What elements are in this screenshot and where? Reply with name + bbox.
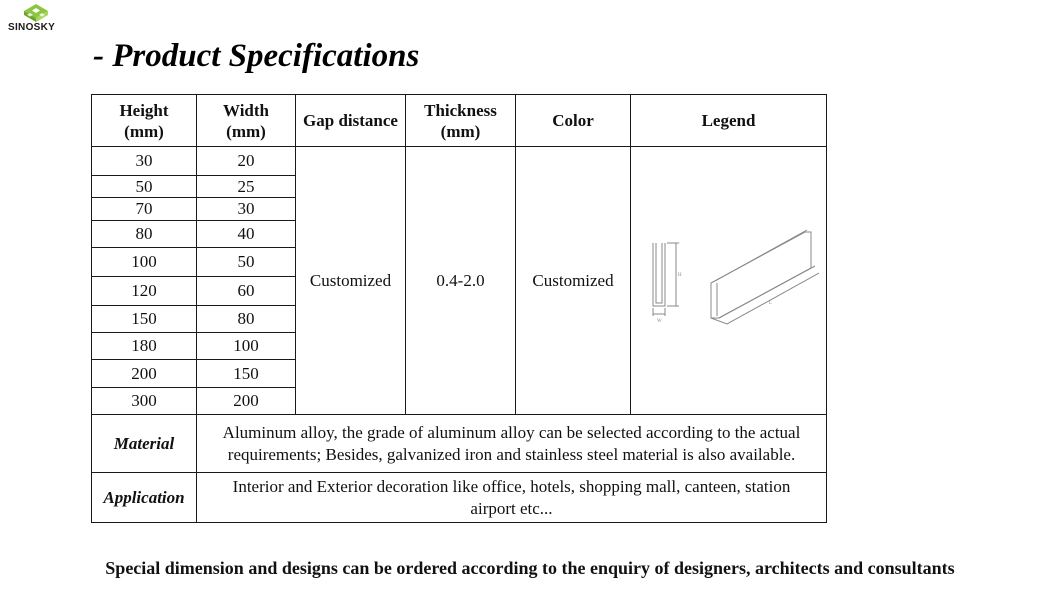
header-gap-distance: Gap distance [296, 95, 406, 147]
height-cell: 100 [92, 248, 197, 277]
height-cell: 30 [92, 147, 197, 176]
spec-table [91, 94, 827, 523]
application-row [92, 473, 827, 523]
height-cell: 120 [92, 277, 197, 306]
header-width: Width (mm) [197, 95, 296, 147]
height-cell: 80 [92, 221, 197, 248]
width-cell: 80 [197, 306, 296, 333]
header-row [92, 95, 827, 147]
width-cell: 25 [197, 176, 296, 198]
width-cell: 150 [197, 360, 296, 388]
height-cell: 180 [92, 333, 197, 360]
material-row [92, 415, 827, 473]
header-color: Color [516, 95, 631, 147]
page-title: - Product Specifications [93, 38, 420, 74]
thickness-cell: 0.4-2.0 [406, 147, 516, 415]
width-cell: 60 [197, 277, 296, 306]
table-row [92, 147, 827, 176]
width-cell: 20 [197, 147, 296, 176]
height-cell: 150 [92, 306, 197, 333]
application-label: Application [92, 473, 197, 523]
gap-distance-cell: Customized [296, 147, 406, 415]
material-description: Aluminum alloy, the grade of aluminum alloy can be selected according to the actual requirements; Besides, galvanized iron and stainless steel material is also available. [197, 415, 827, 473]
svg-text:L: L [768, 301, 772, 306]
height-cell: 300 [92, 388, 197, 415]
legend-cell [631, 147, 827, 415]
material-label: Material [92, 415, 197, 473]
brand-name: SINOSKY [8, 22, 56, 33]
width-cell: 200 [197, 388, 296, 415]
height-cell: 70 [92, 198, 197, 221]
height-cell: 50 [92, 176, 197, 198]
application-description: Interior and Exterior decoration like office, hotels, shopping mall, canteen, station airport etc... [197, 473, 827, 523]
color-cell: Customized [516, 147, 631, 415]
header-legend: Legend [631, 95, 827, 147]
height-cell: 200 [92, 360, 197, 388]
width-cell: 40 [197, 221, 296, 248]
header-height: Height (mm) [92, 95, 197, 147]
footer-note: Special dimension and designs can be ordered according to the enquiry of designers, architects and consultants [105, 558, 955, 578]
width-cell: 50 [197, 248, 296, 277]
width-cell: 100 [197, 333, 296, 360]
svg-text:W: W [656, 319, 662, 324]
header-thickness: Thickness (mm) [406, 95, 516, 147]
svg-text:H: H [677, 273, 682, 278]
profile-drawing-icon [639, 218, 819, 338]
width-cell: 30 [197, 198, 296, 221]
